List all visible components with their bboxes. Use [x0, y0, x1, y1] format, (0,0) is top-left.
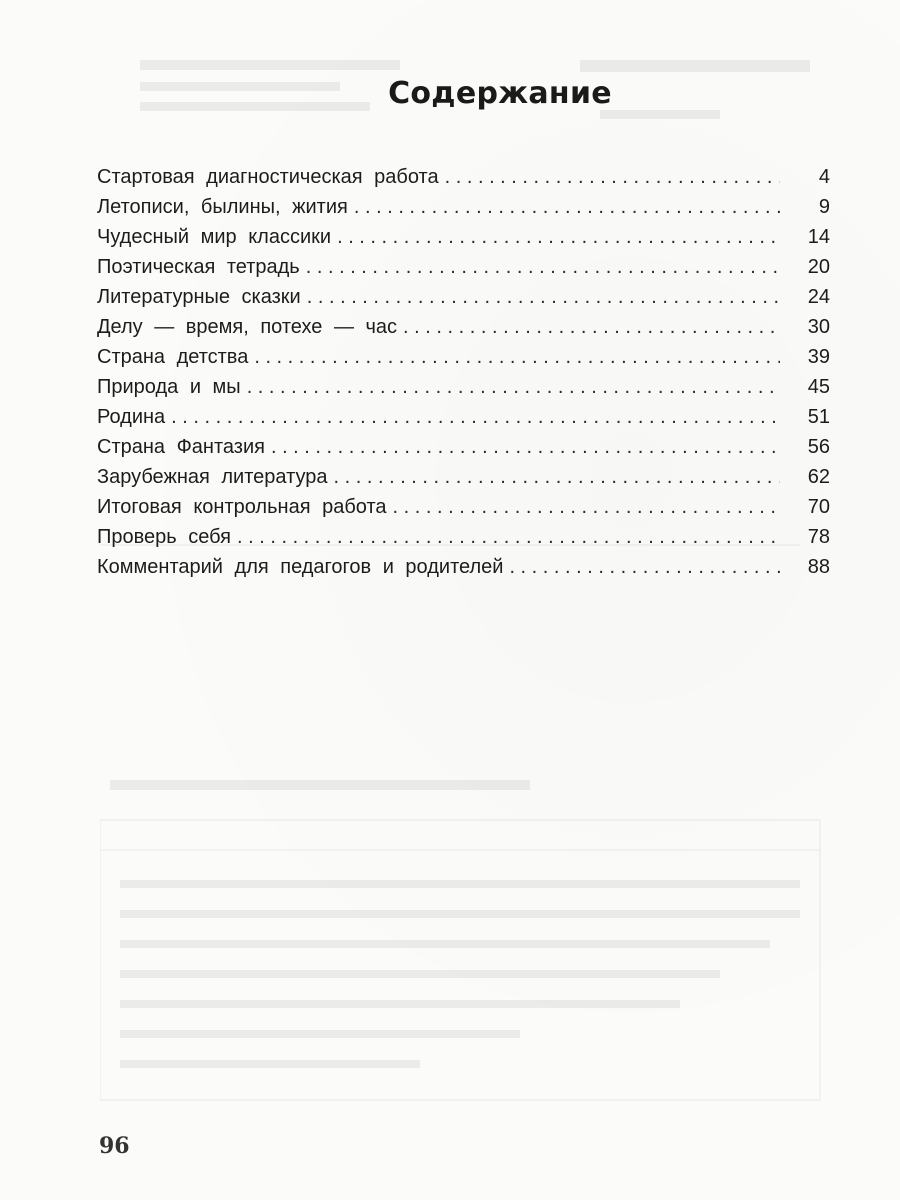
toc-entry[interactable] — [97, 460, 830, 490]
toc-entry-page: 24 — [807, 286, 830, 308]
dot-leader — [445, 164, 780, 190]
toc-entry-label: Летописи, былины, жития — [97, 196, 348, 218]
toc-entry-label: Страна Фантазия — [97, 436, 265, 458]
toc-entry-label: Проверь себя — [97, 526, 231, 548]
toc-entry-label: Литературные сказки — [97, 286, 301, 308]
dot-leader — [237, 524, 780, 550]
toc-entry-page: 70 — [807, 496, 830, 518]
toc-entry-label: Страна детства — [97, 346, 249, 368]
toc-entry-label: Природа и мы — [97, 376, 241, 398]
toc-entry-page: 62 — [807, 466, 830, 488]
toc-entry-label: Родина — [97, 406, 166, 428]
toc-entry[interactable] — [97, 400, 830, 430]
toc-entry-page: 78 — [807, 526, 830, 548]
dot-leader — [271, 434, 780, 460]
dot-leader — [337, 224, 780, 250]
toc-entry[interactable] — [97, 490, 830, 520]
dot-leader — [306, 254, 780, 280]
page-number: 96 — [99, 1133, 130, 1159]
toc-entry-page: 30 — [807, 316, 830, 338]
dot-leader — [393, 494, 780, 520]
toc-entry-page: 20 — [807, 256, 830, 278]
toc-entry[interactable] — [97, 370, 830, 400]
toc-entry-page: 51 — [807, 406, 830, 428]
toc-entry-page: 4 — [818, 166, 830, 188]
dot-leader — [354, 194, 780, 220]
dot-leader — [334, 464, 780, 490]
toc-entry-label: Чудесный мир классики — [97, 226, 332, 248]
dot-leader — [509, 554, 780, 580]
dot-leader — [247, 374, 780, 400]
dot-leader — [171, 404, 780, 430]
table-of-contents — [97, 160, 830, 580]
toc-entry[interactable] — [97, 430, 830, 460]
toc-entry[interactable] — [97, 520, 830, 550]
toc-entry-page: 45 — [807, 376, 830, 398]
toc-entry-page: 14 — [807, 226, 830, 248]
toc-entry[interactable] — [97, 280, 830, 310]
toc-entry-page: 88 — [807, 556, 830, 578]
toc-entry-page: 56 — [807, 436, 830, 458]
dot-leader — [403, 314, 780, 340]
toc-entry[interactable] — [97, 550, 830, 580]
toc-entry[interactable] — [97, 250, 830, 280]
toc-entry-label: Зарубежная литература — [97, 466, 328, 488]
contents-title: Содержание — [388, 76, 612, 112]
dot-leader — [307, 284, 780, 310]
toc-entry[interactable] — [97, 310, 830, 340]
toc-entry[interactable] — [97, 340, 830, 370]
dot-leader — [254, 344, 780, 370]
toc-entry-label: Итоговая контрольная работа — [97, 496, 387, 518]
toc-entry-label: Поэтическая тетрадь — [97, 256, 300, 278]
toc-entry-page: 39 — [807, 346, 830, 368]
toc-entry[interactable] — [97, 160, 830, 190]
toc-entry-label: Делу — время, потехе — час — [97, 316, 398, 338]
toc-entry-label: Комментарий для педагогов и родителей — [97, 556, 504, 578]
toc-entry[interactable] — [97, 190, 830, 220]
toc-entry[interactable] — [97, 220, 830, 250]
toc-entry-page: 9 — [818, 196, 830, 218]
toc-entry-label: Стартовая диагностическая работа — [97, 166, 439, 188]
